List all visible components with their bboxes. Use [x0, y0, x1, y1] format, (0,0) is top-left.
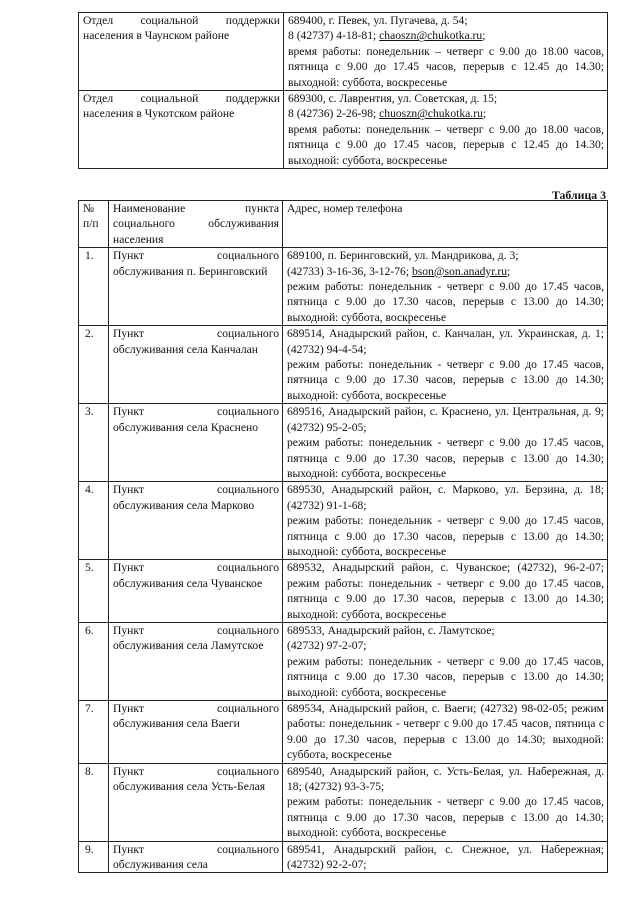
- header-number: № п/п: [79, 201, 109, 248]
- table-row: [79, 763, 608, 841]
- hours-text: режим работы: понедельник - четверг с 9.00 до 17.45 часов, пятница с 9.00 до 17.30 часов, перерыв с 13.00 до 14.30; выходной: суббота, воскресенье: [287, 654, 604, 699]
- row-number: 2.: [79, 326, 109, 404]
- email-link[interactable]: chaoszn@chukotka.ru: [379, 29, 483, 43]
- phone-text: 8 (42736) 2-26-98;: [288, 107, 377, 121]
- header-name: Наименование пункта социального обслуживания населения: [109, 201, 283, 248]
- department-contacts: [284, 13, 608, 91]
- phone-line: [288, 106, 604, 121]
- table-row: [79, 482, 608, 560]
- hours-text: режим работы: понедельник - четверг с 9.00 до 17.45 часов, пятница с 9.00 до 17.30 часов, перерыв с 13.00 до 14.30; выходной: суббота, воскресенье: [287, 358, 604, 402]
- address-line: 689532, Анадырский район, с. Чуванское; (42732), 96-2-07; режим работы: понедельник - четверг с 9.00 до 17.45 часов, пятница с 9.00 до 17.30 часов, перерыв с 13.00 до 14.30; выходной: суббота, воскресенье: [287, 561, 604, 621]
- table-row: [79, 13, 608, 91]
- service-point-contacts: [283, 841, 608, 873]
- phone-text: (42733) 3-16-36, 3-12-76;: [287, 264, 410, 278]
- department-contacts: [284, 91, 608, 169]
- row-number: 8.: [79, 763, 109, 841]
- address-line: 689100, п. Беринговский, ул. Мандрикова, д. 3;: [287, 249, 519, 263]
- table-row: [79, 560, 608, 623]
- phone-text: 8 (42737) 4-18-81;: [288, 29, 377, 43]
- table-row: [79, 91, 608, 169]
- address-line: 689300, с. Лаврентия, ул. Советская, д. 15;: [288, 92, 498, 106]
- service-point-name: Пункт социального обслуживания села Ваеги: [109, 701, 283, 764]
- table-row: [79, 404, 608, 482]
- header-address: Адрес, номер телефона: [283, 201, 608, 248]
- service-point-contacts: [283, 763, 608, 841]
- service-point-contacts: [283, 482, 608, 560]
- hours-text: режим работы: понедельник - четверг с 9.00 до 17.45 часов, пятница с 9.00 до 17.30 часов, перерыв с 13.00 до 14.30; выходной: суббота, воскресенье: [287, 436, 604, 480]
- phone-line: [288, 28, 604, 43]
- table-row: [79, 326, 608, 404]
- table-row: [79, 622, 608, 700]
- department-name: Отдел социальной поддержки населения в Чукотском районе: [79, 91, 284, 169]
- service-point-contacts: [283, 404, 608, 482]
- punctuation: ;: [507, 264, 511, 278]
- table-header-row: [79, 201, 608, 248]
- table-row: [79, 841, 608, 873]
- row-number: 5.: [79, 560, 109, 623]
- service-point-contacts: [283, 560, 608, 623]
- departments-table: [78, 12, 608, 169]
- hours-text: время работы: понедельник – четверг с 9.00 до 18.00 часов, пятница с 9.00 до 17.45 часов, перерыв с 12.45 до 14.30; выходной: суббота, воскресенье: [288, 122, 604, 167]
- table-body: [79, 248, 608, 873]
- row-number: 9.: [79, 841, 109, 873]
- row-number: 1.: [79, 248, 109, 326]
- table-caption: Таблица 3: [551, 188, 606, 202]
- punctuation: ;: [482, 107, 487, 121]
- phone-text: (42732) 97-2-07;: [287, 639, 367, 653]
- service-point-contacts: [283, 248, 608, 326]
- hours-text: режим работы: понедельник - четверг с 9.00 до 17.45 часов, пятница с 9.00 до 17.30 часов, перерыв с 13.00 до 14.30; выходной: суббота, воскресенье: [287, 795, 604, 840]
- address-line: 689514, Анадырский район, с. Канчалан, ул. Украинская, д. 1; (42732) 94-4-54;: [287, 327, 604, 356]
- hours-text: режим работы: понедельник - четверг с 9.00 до 17.45 часов, пятница с 9.00 до 17.30 часов, перерыв с 13.00 до 14.30; выходной: суббота, воскресенье: [287, 280, 604, 324]
- service-point-name: Пункт социального обслуживания п. Беринговский: [109, 248, 283, 326]
- address-line: 689534, Анадырский район, с. Ваеги; (42732) 98-02-05; режим работы: понедельник - четверг с 9.00 до 17.45 часов, пятница с 9.00 до 17.30 часов, перерыв с 13.00 до 14.30; выходной: суббота, воскресенье: [287, 702, 604, 762]
- service-point-name: Пункт социального обслуживания села Ламутское: [109, 622, 283, 700]
- punctuation: ;: [482, 29, 486, 43]
- table-row: [79, 248, 608, 326]
- service-point-contacts: [283, 326, 608, 404]
- address-line: 689516, Анадырский район, с. Краснено, ул. Центральная, д. 9; (42732) 95-2-05;: [287, 405, 604, 434]
- table-row: [79, 701, 608, 764]
- hours-text: время работы: понедельник – четверг с 9.00 до 18.00 часов, пятница с 9.00 до 17.45 часов, перерыв с 12.45 до 14.30; выходной: суббота, воскресенье: [288, 44, 604, 89]
- row-number: 3.: [79, 404, 109, 482]
- address-line: 689530, Анадырский район, с. Марково, ул. Берзина, д. 18; (42732) 91-1-68;: [287, 483, 604, 512]
- service-point-name: Пункт социального обслуживания села: [109, 841, 283, 873]
- service-point-name: Пункт социального обслуживания села Чуванское: [109, 560, 283, 623]
- service-point-contacts: [283, 701, 608, 764]
- service-points-table: [78, 200, 608, 873]
- department-name: Отдел социальной поддержки населения в Чаунском районе: [79, 13, 284, 91]
- hours-text: режим работы: понедельник - четверг с 9.00 до 17.45 часов, пятница с 9.00 до 17.30 часов, перерыв с 13.00 до 14.30; выходной: суббота, воскресенье: [287, 514, 604, 558]
- service-point-name: Пункт социального обслуживания села Канчалан: [109, 326, 283, 404]
- row-number: 4.: [79, 482, 109, 560]
- email-link[interactable]: bson@son.anadyr.ru: [411, 264, 507, 278]
- address-line: 689540, Анадырский район, с. Усть-Белая, ул. Набережная, д. 18; (42732) 93-3-75;: [287, 764, 604, 794]
- row-number: 7.: [79, 701, 109, 764]
- phone-line: [287, 638, 604, 653]
- row-number: 6.: [79, 622, 109, 700]
- email-link[interactable]: chuoszn@chukotka.ru: [379, 107, 483, 121]
- address-line: 689533, Анадырский район, с. Ламутское;: [287, 623, 495, 637]
- address-line: 689400, г. Певек, ул. Пугачева, д. 54;: [288, 14, 468, 27]
- service-point-name: Пункт социального обслуживания села Краснено: [109, 404, 283, 482]
- address-line: 689541, Анадырский район, с. Снежное, ул. Набережная; (42732) 92-2-07;: [287, 842, 604, 872]
- phone-line: [287, 264, 604, 279]
- service-point-contacts: [283, 622, 608, 700]
- service-point-name: Пункт социального обслуживания села Марково: [109, 482, 283, 560]
- service-point-name: Пункт социального обслуживания села Усть-Белая: [109, 763, 283, 841]
